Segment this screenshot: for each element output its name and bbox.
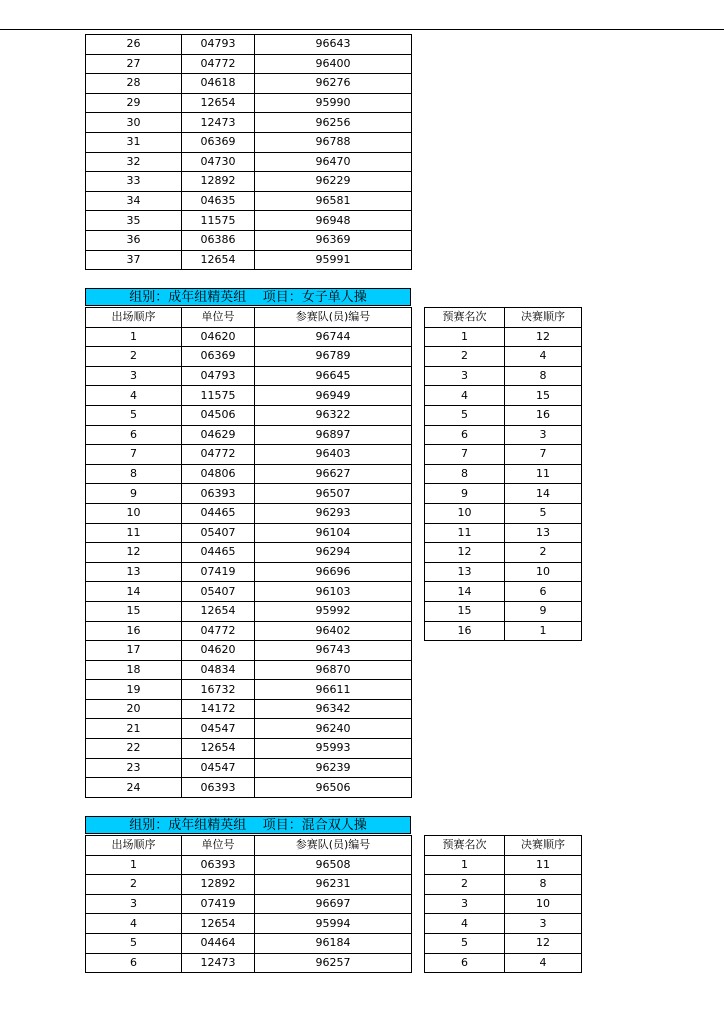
table-cell: 3 bbox=[86, 894, 182, 914]
table-row bbox=[86, 445, 412, 465]
final-order-table-mixed-pair bbox=[424, 835, 582, 973]
table-cell: 96231 bbox=[255, 875, 412, 895]
table-cell: 11 bbox=[86, 523, 182, 543]
table-cell: 36 bbox=[86, 230, 182, 250]
table-cell: 18 bbox=[86, 660, 182, 680]
table-row bbox=[86, 366, 412, 386]
table-cell: 12654 bbox=[182, 914, 255, 934]
table-cell: 05407 bbox=[182, 582, 255, 602]
table-cell: 96276 bbox=[255, 74, 412, 94]
table-cell: 9 bbox=[425, 484, 505, 504]
table-row bbox=[425, 582, 582, 602]
table-cell: 96293 bbox=[255, 503, 412, 523]
table-cell: 3 bbox=[86, 366, 182, 386]
table-cell: 3 bbox=[425, 366, 505, 386]
table-cell: 7 bbox=[425, 445, 505, 465]
table-cell: 35 bbox=[86, 211, 182, 231]
table-cell: 21 bbox=[86, 719, 182, 739]
table-cell: 1 bbox=[86, 327, 182, 347]
table-cell: 14172 bbox=[182, 699, 255, 719]
table-cell: 04772 bbox=[182, 621, 255, 641]
table-header-row bbox=[86, 308, 412, 328]
table-row bbox=[425, 855, 582, 875]
table-row bbox=[425, 327, 582, 347]
table-cell: 6 bbox=[425, 953, 505, 973]
table-cell: 96508 bbox=[255, 855, 412, 875]
table-cell: 96103 bbox=[255, 582, 412, 602]
table-cell: 04620 bbox=[182, 641, 255, 661]
table-cell: 27 bbox=[86, 54, 182, 74]
table-cell: 10 bbox=[505, 562, 582, 582]
table-row bbox=[86, 719, 412, 739]
table-row bbox=[86, 523, 412, 543]
table-cell: 10 bbox=[505, 894, 582, 914]
table-row bbox=[86, 405, 412, 425]
table-cell: 04506 bbox=[182, 405, 255, 425]
table-row bbox=[425, 933, 582, 953]
table-cell: 4 bbox=[425, 914, 505, 934]
table-cell: 16 bbox=[505, 405, 582, 425]
table-row bbox=[86, 74, 412, 94]
table-cell: 8 bbox=[425, 464, 505, 484]
table-cell: 04629 bbox=[182, 425, 255, 445]
table-cell: 96257 bbox=[255, 953, 412, 973]
table-cell: 5 bbox=[86, 933, 182, 953]
table-cell: 26 bbox=[86, 35, 182, 55]
header-final-order: 决赛顺序 bbox=[505, 308, 582, 328]
table-cell: 96104 bbox=[255, 523, 412, 543]
table-cell: 23 bbox=[86, 758, 182, 778]
table-row bbox=[86, 543, 412, 563]
table-cell: 95994 bbox=[255, 914, 412, 934]
table-row bbox=[86, 113, 412, 133]
table-cell: 9 bbox=[505, 601, 582, 621]
order-table-continued bbox=[85, 34, 412, 270]
table-row bbox=[86, 582, 412, 602]
table-cell: 06369 bbox=[182, 347, 255, 367]
table-cell: 16 bbox=[86, 621, 182, 641]
table-row bbox=[425, 562, 582, 582]
table-cell: 96369 bbox=[255, 230, 412, 250]
table-cell: 96870 bbox=[255, 660, 412, 680]
table-row bbox=[425, 425, 582, 445]
table-row bbox=[425, 621, 582, 641]
table-row bbox=[425, 601, 582, 621]
table-row bbox=[425, 366, 582, 386]
table-cell: 06393 bbox=[182, 484, 255, 504]
table-cell: 06386 bbox=[182, 230, 255, 250]
table-row bbox=[86, 914, 412, 934]
table-cell: 04464 bbox=[182, 933, 255, 953]
table-cell: 96403 bbox=[255, 445, 412, 465]
table-cell: 07419 bbox=[182, 894, 255, 914]
table-cell: 96611 bbox=[255, 680, 412, 700]
table-cell: 12654 bbox=[182, 250, 255, 270]
table-cell: 8 bbox=[86, 464, 182, 484]
table-row bbox=[425, 347, 582, 367]
table-row bbox=[425, 543, 582, 563]
table-row bbox=[86, 503, 412, 523]
table-row bbox=[86, 191, 412, 211]
table-cell: 11 bbox=[505, 855, 582, 875]
table-row bbox=[425, 875, 582, 895]
table-row bbox=[86, 601, 412, 621]
table-row bbox=[86, 172, 412, 192]
table-cell: 04620 bbox=[182, 327, 255, 347]
section-title-mixed-pair: 组别：成年组精英组 项目：混合双人操 bbox=[85, 816, 411, 834]
table-cell: 95991 bbox=[255, 250, 412, 270]
table-cell: 95992 bbox=[255, 601, 412, 621]
table-row bbox=[86, 933, 412, 953]
table-row bbox=[425, 386, 582, 406]
table-cell: 96470 bbox=[255, 152, 412, 172]
table-cell: 17 bbox=[86, 641, 182, 661]
table-cell: 96240 bbox=[255, 719, 412, 739]
table-header-row bbox=[425, 308, 582, 328]
table-cell: 2 bbox=[505, 543, 582, 563]
table-cell: 29 bbox=[86, 93, 182, 113]
table-cell: 6 bbox=[425, 425, 505, 445]
table-cell: 1 bbox=[425, 855, 505, 875]
header-order: 出场顺序 bbox=[86, 308, 182, 328]
table-cell: 32 bbox=[86, 152, 182, 172]
table-row bbox=[86, 621, 412, 641]
table-cell: 4 bbox=[86, 386, 182, 406]
table-cell: 04793 bbox=[182, 366, 255, 386]
table-cell: 34 bbox=[86, 191, 182, 211]
table-cell: 6 bbox=[86, 425, 182, 445]
table-cell: 96506 bbox=[255, 778, 412, 798]
header-prelim-rank: 预赛名次 bbox=[425, 836, 505, 856]
table-cell: 04834 bbox=[182, 660, 255, 680]
table-cell: 15 bbox=[505, 386, 582, 406]
table-cell: 04547 bbox=[182, 719, 255, 739]
table-cell: 96645 bbox=[255, 366, 412, 386]
table-cell: 06393 bbox=[182, 778, 255, 798]
table-row bbox=[86, 54, 412, 74]
table-cell: 96789 bbox=[255, 347, 412, 367]
table-row bbox=[86, 778, 412, 798]
table-cell: 19 bbox=[86, 680, 182, 700]
table-cell: 2 bbox=[425, 875, 505, 895]
table-cell: 30 bbox=[86, 113, 182, 133]
table-cell: 04465 bbox=[182, 543, 255, 563]
table-row bbox=[86, 562, 412, 582]
table-cell: 06369 bbox=[182, 132, 255, 152]
table-cell: 7 bbox=[505, 445, 582, 465]
table-cell: 31 bbox=[86, 132, 182, 152]
table-cell: 96229 bbox=[255, 172, 412, 192]
table-cell: 96627 bbox=[255, 464, 412, 484]
table-cell: 96342 bbox=[255, 699, 412, 719]
table-row bbox=[86, 35, 412, 55]
table-cell: 12 bbox=[505, 933, 582, 953]
table-cell: 2 bbox=[425, 347, 505, 367]
table-row bbox=[425, 914, 582, 934]
table-cell: 16 bbox=[425, 621, 505, 641]
table-cell: 96897 bbox=[255, 425, 412, 445]
table-cell: 16732 bbox=[182, 680, 255, 700]
table-cell: 1 bbox=[86, 855, 182, 875]
table-row bbox=[425, 503, 582, 523]
table-cell: 11 bbox=[505, 464, 582, 484]
table-row bbox=[86, 894, 412, 914]
table-cell: 13 bbox=[505, 523, 582, 543]
table-header-row bbox=[425, 836, 582, 856]
table-cell: 96400 bbox=[255, 54, 412, 74]
table-cell: 2 bbox=[86, 347, 182, 367]
table-row bbox=[86, 152, 412, 172]
table-cell: 11575 bbox=[182, 386, 255, 406]
table-cell: 04793 bbox=[182, 35, 255, 55]
table-row bbox=[86, 386, 412, 406]
table-cell: 12 bbox=[505, 327, 582, 347]
table-cell: 12654 bbox=[182, 601, 255, 621]
table-row bbox=[86, 211, 412, 231]
table-cell: 4 bbox=[505, 347, 582, 367]
table-cell: 04547 bbox=[182, 758, 255, 778]
order-table-mixed-pair bbox=[85, 835, 412, 973]
table-cell: 6 bbox=[505, 582, 582, 602]
table-cell: 07419 bbox=[182, 562, 255, 582]
table-cell: 96322 bbox=[255, 405, 412, 425]
header-team-no: 参赛队(员)编号 bbox=[255, 308, 412, 328]
table-cell: 10 bbox=[86, 503, 182, 523]
table-cell: 12 bbox=[425, 543, 505, 563]
table-cell: 4 bbox=[86, 914, 182, 934]
table-row bbox=[86, 739, 412, 759]
header-final-order: 决赛顺序 bbox=[505, 836, 582, 856]
table-row bbox=[86, 699, 412, 719]
table-cell: 04618 bbox=[182, 74, 255, 94]
table-cell: 4 bbox=[425, 386, 505, 406]
table-cell: 12892 bbox=[182, 875, 255, 895]
table-row bbox=[86, 425, 412, 445]
table-row bbox=[86, 953, 412, 973]
table-cell: 95993 bbox=[255, 739, 412, 759]
table-cell: 5 bbox=[425, 405, 505, 425]
table-cell: 04772 bbox=[182, 445, 255, 465]
table-cell: 96184 bbox=[255, 933, 412, 953]
final-order-table-womens-single bbox=[424, 307, 582, 641]
table-cell: 5 bbox=[425, 933, 505, 953]
table-row bbox=[86, 758, 412, 778]
header-unit-no: 单位号 bbox=[182, 836, 255, 856]
table-row bbox=[425, 894, 582, 914]
table-cell: 04465 bbox=[182, 503, 255, 523]
table-cell: 9 bbox=[86, 484, 182, 504]
table-cell: 33 bbox=[86, 172, 182, 192]
table-cell: 96743 bbox=[255, 641, 412, 661]
table-cell: 4 bbox=[505, 953, 582, 973]
table-cell: 37 bbox=[86, 250, 182, 270]
header-prelim-rank: 预赛名次 bbox=[425, 308, 505, 328]
table-cell: 04772 bbox=[182, 54, 255, 74]
table-row bbox=[86, 132, 412, 152]
table-cell: 96581 bbox=[255, 191, 412, 211]
table-cell: 12473 bbox=[182, 953, 255, 973]
table-cell: 11 bbox=[425, 523, 505, 543]
table-cell: 96949 bbox=[255, 386, 412, 406]
table-cell: 05407 bbox=[182, 523, 255, 543]
table-cell: 12473 bbox=[182, 113, 255, 133]
table-cell: 96402 bbox=[255, 621, 412, 641]
table-cell: 14 bbox=[86, 582, 182, 602]
table-cell: 5 bbox=[505, 503, 582, 523]
table-cell: 22 bbox=[86, 739, 182, 759]
table-cell: 11575 bbox=[182, 211, 255, 231]
table-cell: 12 bbox=[86, 543, 182, 563]
table-cell: 2 bbox=[86, 875, 182, 895]
table-cell: 24 bbox=[86, 778, 182, 798]
table-cell: 15 bbox=[86, 601, 182, 621]
table-cell: 06393 bbox=[182, 855, 255, 875]
table-cell: 95990 bbox=[255, 93, 412, 113]
table-row bbox=[425, 405, 582, 425]
table-cell: 15 bbox=[425, 601, 505, 621]
table-header-row bbox=[86, 836, 412, 856]
table-cell: 96788 bbox=[255, 132, 412, 152]
section-title-womens-single: 组别：成年组精英组 项目：女子单人操 bbox=[85, 288, 411, 306]
table-cell: 12654 bbox=[182, 739, 255, 759]
table-cell: 1 bbox=[505, 621, 582, 641]
order-table-womens-single bbox=[85, 307, 412, 798]
table-row bbox=[86, 230, 412, 250]
table-cell: 96507 bbox=[255, 484, 412, 504]
table-row bbox=[425, 484, 582, 504]
table-cell: 3 bbox=[505, 425, 582, 445]
table-cell: 04635 bbox=[182, 191, 255, 211]
table-row bbox=[86, 641, 412, 661]
header-team-no: 参赛队(员)编号 bbox=[255, 836, 412, 856]
table-cell: 3 bbox=[505, 914, 582, 934]
table-row bbox=[425, 953, 582, 973]
header-unit-no: 单位号 bbox=[182, 308, 255, 328]
table-row bbox=[425, 445, 582, 465]
table-cell: 14 bbox=[425, 582, 505, 602]
table-row bbox=[425, 523, 582, 543]
table-row bbox=[86, 464, 412, 484]
table-cell: 96948 bbox=[255, 211, 412, 231]
table-cell: 7 bbox=[86, 445, 182, 465]
table-cell: 96697 bbox=[255, 894, 412, 914]
table-row bbox=[86, 680, 412, 700]
table-cell: 04730 bbox=[182, 152, 255, 172]
table-cell: 96294 bbox=[255, 543, 412, 563]
table-row bbox=[86, 484, 412, 504]
table-cell: 96744 bbox=[255, 327, 412, 347]
table-cell: 8 bbox=[505, 875, 582, 895]
table-row bbox=[86, 250, 412, 270]
table-cell: 96696 bbox=[255, 562, 412, 582]
table-cell: 96643 bbox=[255, 35, 412, 55]
table-cell: 1 bbox=[425, 327, 505, 347]
page-header-rule bbox=[0, 29, 724, 30]
table-cell: 10 bbox=[425, 503, 505, 523]
header-order: 出场顺序 bbox=[86, 836, 182, 856]
table-cell: 12654 bbox=[182, 93, 255, 113]
table-cell: 13 bbox=[86, 562, 182, 582]
table-row bbox=[425, 464, 582, 484]
table-cell: 5 bbox=[86, 405, 182, 425]
table-row bbox=[86, 875, 412, 895]
table-row bbox=[86, 855, 412, 875]
table-cell: 3 bbox=[425, 894, 505, 914]
table-cell: 8 bbox=[505, 366, 582, 386]
table-row bbox=[86, 347, 412, 367]
table-row bbox=[86, 327, 412, 347]
table-cell: 28 bbox=[86, 74, 182, 94]
table-cell: 96256 bbox=[255, 113, 412, 133]
table-cell: 6 bbox=[86, 953, 182, 973]
table-cell: 96239 bbox=[255, 758, 412, 778]
table-row bbox=[86, 660, 412, 680]
table-row bbox=[86, 93, 412, 113]
table-cell: 14 bbox=[505, 484, 582, 504]
table-cell: 20 bbox=[86, 699, 182, 719]
table-cell: 04806 bbox=[182, 464, 255, 484]
table-cell: 12892 bbox=[182, 172, 255, 192]
table-cell: 13 bbox=[425, 562, 505, 582]
